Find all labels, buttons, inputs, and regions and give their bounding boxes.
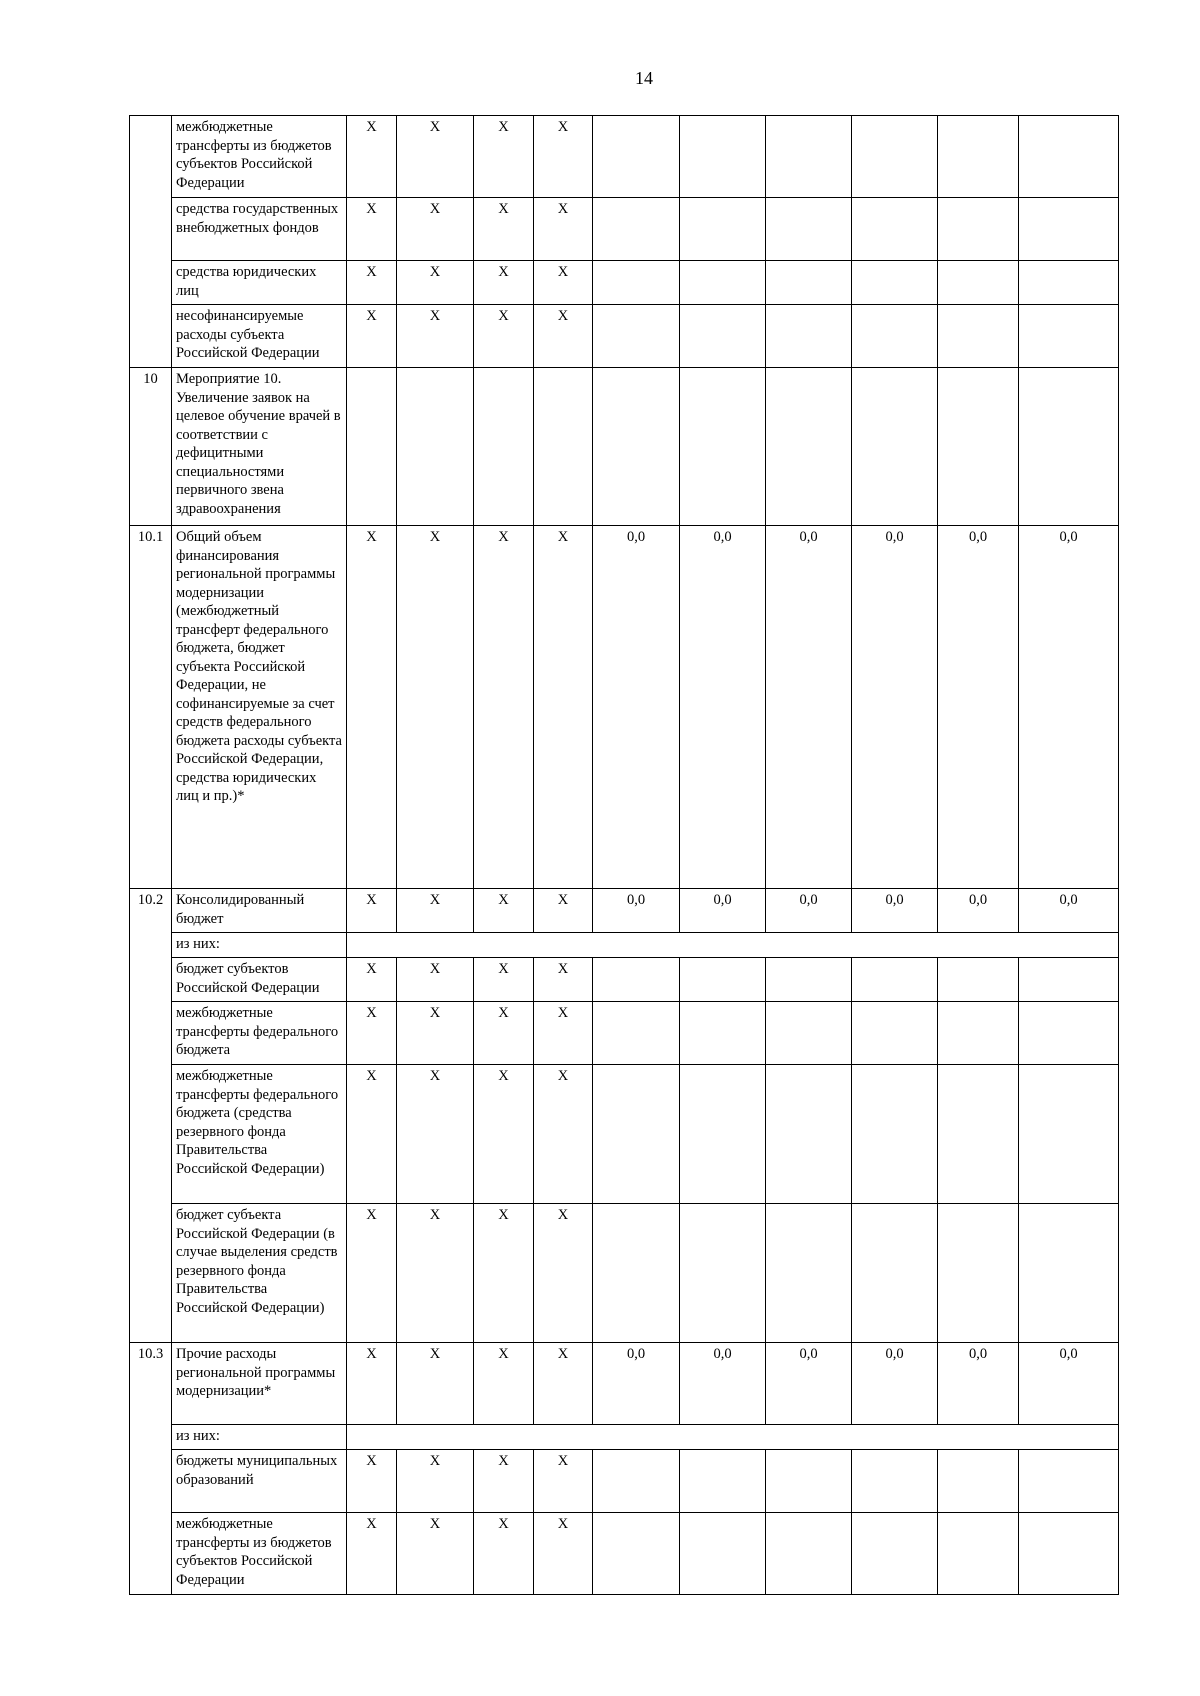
value-cell — [1019, 1002, 1119, 1065]
x-mark-cell: X — [347, 889, 397, 933]
value-cell: 0,0 — [766, 526, 852, 889]
x-mark-cell — [397, 368, 474, 526]
x-mark-cell: X — [397, 889, 474, 933]
value-cell — [852, 958, 938, 1002]
value-cell: 0,0 — [852, 526, 938, 889]
row-name-cell: бюджет субъектов Российской Федерации — [172, 958, 347, 1002]
x-mark-cell: X — [534, 1450, 593, 1513]
x-mark-cell: X — [534, 198, 593, 261]
table-row — [130, 933, 1119, 958]
value-cell — [938, 368, 1019, 526]
x-mark-cell: X — [474, 1002, 534, 1065]
table-row — [130, 1450, 1119, 1513]
row-name-cell: межбюджетные трансферты из бюджетов субъектов Российской Федерации — [172, 1513, 347, 1595]
x-mark-cell: X — [474, 261, 534, 305]
value-cell — [852, 198, 938, 261]
value-cell — [1019, 1513, 1119, 1595]
value-cell — [766, 1513, 852, 1595]
value-cell — [766, 1065, 852, 1204]
x-mark-cell: X — [347, 198, 397, 261]
value-cell: 0,0 — [766, 1343, 852, 1425]
x-mark-cell: X — [397, 305, 474, 368]
x-mark-cell: X — [347, 526, 397, 889]
value-cell — [680, 368, 766, 526]
value-cell — [593, 1002, 680, 1065]
row-name-cell: межбюджетные трансферты из бюджетов субъектов Российской Федерации — [172, 116, 347, 198]
table-row — [130, 889, 1119, 933]
x-mark-cell: X — [347, 1513, 397, 1595]
x-mark-cell: X — [534, 1065, 593, 1204]
subheader-span-cell — [347, 933, 1119, 958]
value-cell — [1019, 116, 1119, 198]
value-cell: 0,0 — [680, 1343, 766, 1425]
value-cell — [938, 305, 1019, 368]
x-mark-cell: X — [534, 305, 593, 368]
table-row — [130, 1065, 1119, 1204]
subheader-span-cell — [347, 1425, 1119, 1450]
value-cell — [938, 261, 1019, 305]
x-mark-cell: X — [534, 1204, 593, 1343]
x-mark-cell: X — [474, 1513, 534, 1595]
x-mark-cell — [474, 368, 534, 526]
x-mark-cell: X — [474, 198, 534, 261]
value-cell: 0,0 — [852, 889, 938, 933]
row-name-cell: несофинансируемые расходы субъекта Российской Федерации — [172, 305, 347, 368]
row-name-cell: Общий объем финансирования региональной программы модернизации (межбюджетный трансферт федерального бюджета, бюджет субъекта Российской Федерации, не софинансируемые за счет средств федерального бюджета расходы субъекта Российской Федерации, средства юридических лиц и пр.)* — [172, 526, 347, 889]
x-mark-cell: X — [397, 198, 474, 261]
x-mark-cell: X — [347, 1343, 397, 1425]
value-cell — [1019, 368, 1119, 526]
table-row — [130, 198, 1119, 261]
value-cell — [852, 261, 938, 305]
value-cell: 0,0 — [1019, 1343, 1119, 1425]
x-mark-cell: X — [474, 1065, 534, 1204]
x-mark-cell: X — [534, 526, 593, 889]
table-row — [130, 526, 1119, 889]
value-cell — [852, 305, 938, 368]
table-row — [130, 958, 1119, 1002]
row-name-cell: средства юридических лиц — [172, 261, 347, 305]
x-mark-cell: X — [347, 1204, 397, 1343]
x-mark-cell: X — [534, 116, 593, 198]
row-number-cell: 10.1 — [130, 526, 172, 889]
value-cell — [766, 368, 852, 526]
row-number-cell: 10.3 — [130, 1343, 172, 1595]
table-row — [130, 261, 1119, 305]
value-cell — [1019, 198, 1119, 261]
x-mark-cell: X — [347, 261, 397, 305]
table-row — [130, 1343, 1119, 1425]
value-cell — [766, 305, 852, 368]
page-number: 14 — [635, 68, 653, 88]
value-cell — [593, 1204, 680, 1343]
value-cell: 0,0 — [680, 526, 766, 889]
row-number-cell: 10.2 — [130, 889, 172, 1343]
value-cell — [680, 1002, 766, 1065]
value-cell — [680, 1450, 766, 1513]
x-mark-cell: X — [347, 1002, 397, 1065]
value-cell — [593, 1065, 680, 1204]
value-cell: 0,0 — [766, 889, 852, 933]
value-cell: 0,0 — [1019, 526, 1119, 889]
value-cell — [766, 116, 852, 198]
value-cell — [938, 198, 1019, 261]
value-cell: 0,0 — [1019, 889, 1119, 933]
value-cell — [938, 1002, 1019, 1065]
x-mark-cell: X — [397, 1002, 474, 1065]
x-mark-cell — [347, 368, 397, 526]
row-name-cell: Консолидированный бюджет — [172, 889, 347, 933]
x-mark-cell — [534, 368, 593, 526]
value-cell — [593, 261, 680, 305]
x-mark-cell: X — [397, 1065, 474, 1204]
row-name-cell: из них: — [172, 933, 347, 958]
value-cell — [852, 1204, 938, 1343]
x-mark-cell: X — [474, 305, 534, 368]
value-cell: 0,0 — [852, 1343, 938, 1425]
value-cell — [1019, 305, 1119, 368]
value-cell — [938, 1450, 1019, 1513]
value-cell — [680, 116, 766, 198]
value-cell — [852, 1002, 938, 1065]
x-mark-cell: X — [534, 1002, 593, 1065]
value-cell — [593, 116, 680, 198]
value-cell — [680, 1204, 766, 1343]
x-mark-cell: X — [347, 1450, 397, 1513]
financing-table — [129, 115, 1119, 1595]
value-cell — [938, 1513, 1019, 1595]
value-cell — [593, 305, 680, 368]
x-mark-cell: X — [397, 1450, 474, 1513]
value-cell: 0,0 — [938, 889, 1019, 933]
value-cell: 0,0 — [938, 1343, 1019, 1425]
value-cell — [1019, 1065, 1119, 1204]
value-cell — [680, 198, 766, 261]
value-cell — [680, 1513, 766, 1595]
x-mark-cell: X — [347, 1065, 397, 1204]
x-mark-cell: X — [347, 116, 397, 198]
table-row — [130, 1425, 1119, 1450]
table-row — [130, 1513, 1119, 1595]
value-cell — [680, 1065, 766, 1204]
value-cell — [680, 958, 766, 1002]
x-mark-cell: X — [474, 526, 534, 889]
x-mark-cell: X — [474, 958, 534, 1002]
value-cell — [938, 1065, 1019, 1204]
value-cell — [680, 305, 766, 368]
value-cell — [938, 116, 1019, 198]
value-cell — [1019, 1204, 1119, 1343]
row-name-cell: бюджет субъекта Российской Федерации (в случае выделения средств резервного фонда Правительства Российской Федерации) — [172, 1204, 347, 1343]
x-mark-cell: X — [397, 116, 474, 198]
value-cell — [593, 198, 680, 261]
table-row — [130, 368, 1119, 526]
x-mark-cell: X — [474, 1204, 534, 1343]
value-cell — [593, 1513, 680, 1595]
x-mark-cell: X — [347, 958, 397, 1002]
row-number-cell — [130, 116, 172, 368]
x-mark-cell: X — [534, 1343, 593, 1425]
table-row — [130, 1204, 1119, 1343]
value-cell — [766, 1204, 852, 1343]
value-cell: 0,0 — [680, 889, 766, 933]
x-mark-cell: X — [474, 1343, 534, 1425]
table-row — [130, 1002, 1119, 1065]
x-mark-cell: X — [534, 1513, 593, 1595]
x-mark-cell: X — [534, 958, 593, 1002]
value-cell — [766, 261, 852, 305]
row-name-cell: Мероприятие 10. Увеличение заявок на целевое обучение врачей в соответствии с дефицитными специальностями первичного звена здравоохранения — [172, 368, 347, 526]
value-cell: 0,0 — [593, 1343, 680, 1425]
value-cell — [852, 368, 938, 526]
row-name-cell: средства государственных внебюджетных фондов — [172, 198, 347, 261]
value-cell — [852, 116, 938, 198]
x-mark-cell: X — [474, 116, 534, 198]
value-cell — [852, 1450, 938, 1513]
value-cell — [852, 1065, 938, 1204]
x-mark-cell: X — [397, 261, 474, 305]
row-name-cell: из них: — [172, 1425, 347, 1450]
x-mark-cell: X — [347, 305, 397, 368]
row-name-cell: Прочие расходы региональной программы модернизации* — [172, 1343, 347, 1425]
row-name-cell: межбюджетные трансферты федерального бюджета (средства резервного фонда Правительства Российской Федерации) — [172, 1065, 347, 1204]
value-cell — [593, 1450, 680, 1513]
x-mark-cell: X — [474, 889, 534, 933]
table-row — [130, 116, 1119, 198]
x-mark-cell: X — [534, 261, 593, 305]
value-cell — [766, 1002, 852, 1065]
value-cell — [680, 261, 766, 305]
value-cell — [766, 1450, 852, 1513]
value-cell: 0,0 — [593, 889, 680, 933]
value-cell — [593, 958, 680, 1002]
row-name-cell: бюджеты муниципальных образований — [172, 1450, 347, 1513]
x-mark-cell: X — [534, 889, 593, 933]
value-cell — [766, 958, 852, 1002]
x-mark-cell: X — [397, 1343, 474, 1425]
table-row — [130, 305, 1119, 368]
x-mark-cell: X — [397, 1204, 474, 1343]
value-cell — [766, 198, 852, 261]
value-cell — [1019, 958, 1119, 1002]
value-cell: 0,0 — [593, 526, 680, 889]
value-cell: 0,0 — [938, 526, 1019, 889]
row-name-cell: межбюджетные трансферты федерального бюджета — [172, 1002, 347, 1065]
value-cell — [938, 1204, 1019, 1343]
value-cell — [938, 958, 1019, 1002]
x-mark-cell: X — [397, 526, 474, 889]
value-cell — [593, 368, 680, 526]
value-cell — [1019, 261, 1119, 305]
x-mark-cell: X — [474, 1450, 534, 1513]
value-cell — [1019, 1450, 1119, 1513]
x-mark-cell: X — [397, 1513, 474, 1595]
value-cell — [852, 1513, 938, 1595]
x-mark-cell: X — [397, 958, 474, 1002]
row-number-cell: 10 — [130, 368, 172, 526]
